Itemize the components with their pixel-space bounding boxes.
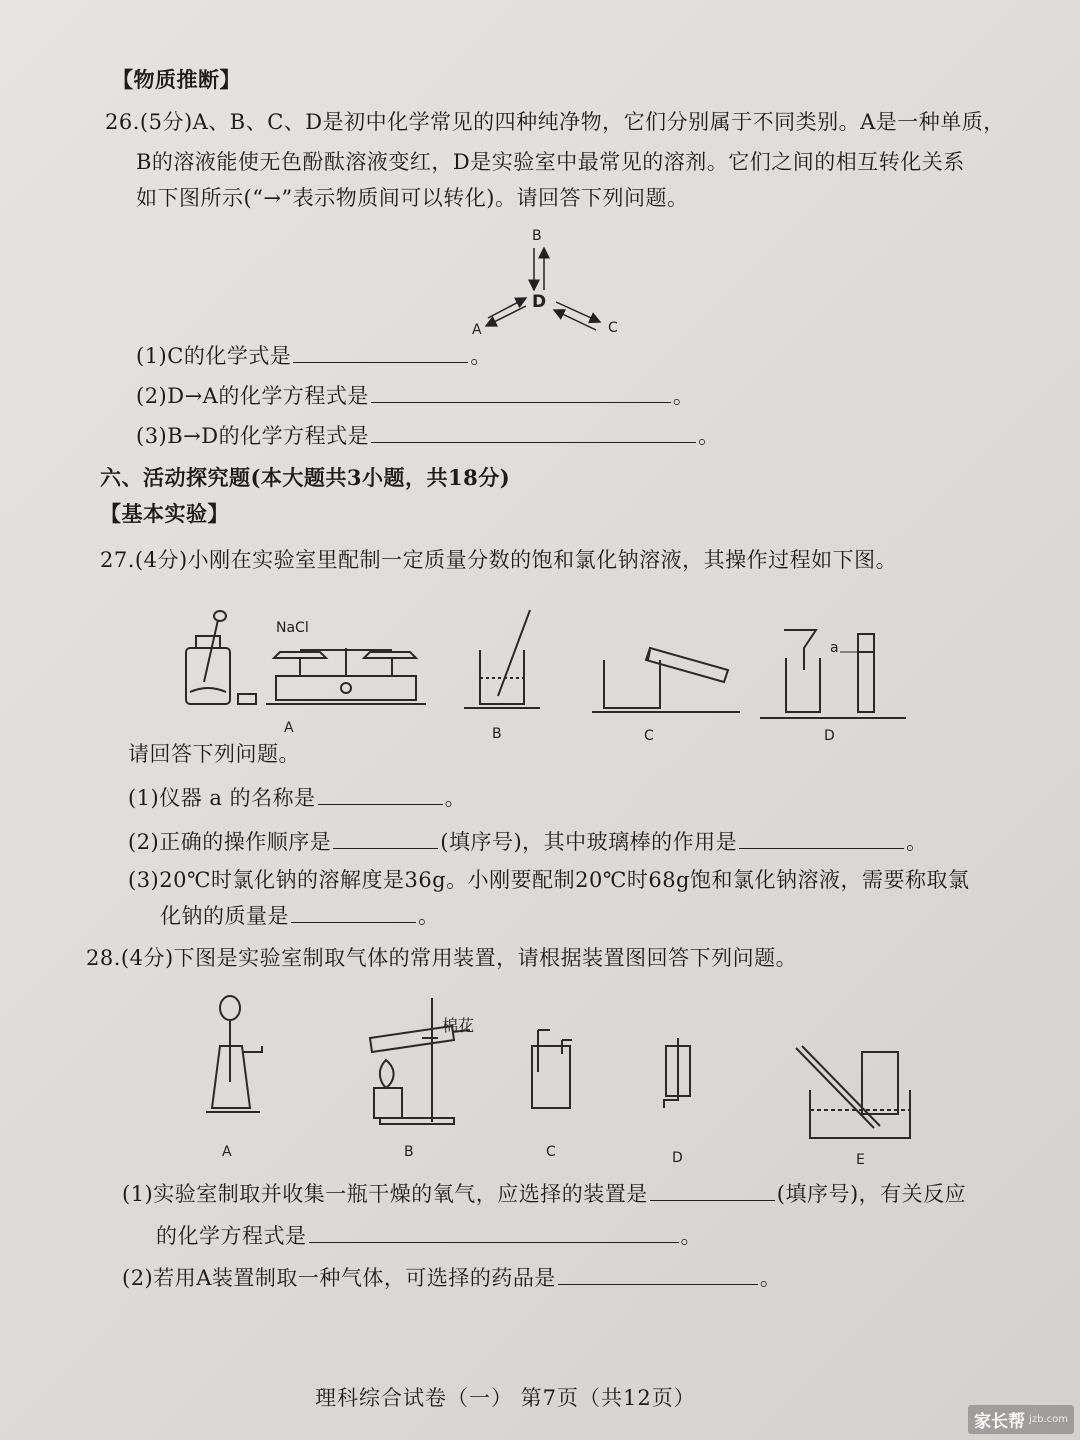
q27-fig-caption-c: C (644, 728, 654, 744)
q28-sub1b-end: 。 (680, 1224, 702, 1248)
q26-stem-line-1: 26.(5分)A、B、C、D是初中化学常见的四种纯净物，它们分别属于不同类别。A是一种单质， (105, 110, 1005, 134)
q27-fig-a-weights (238, 694, 256, 704)
q27-fig-caption-d: D (824, 728, 835, 744)
q27-sub1-text: (1)仪器 a 的名称是 (128, 786, 316, 810)
q26-sub2-text: (2)D→A的化学方程式是 (136, 384, 369, 408)
q27-sub2-mid: (填序号)，其中玻璃棒的作用是 (440, 830, 738, 854)
q27-sub1-answer-blank[interactable] (318, 782, 443, 805)
section-label-material: 【物质推断】 (112, 67, 241, 92)
q26-sub1 (136, 340, 492, 370)
node-d: D (532, 292, 547, 312)
q27-sub3-line-2 (160, 900, 440, 930)
q28-sub1-text: (1)实验室制取并收集一瓶干燥的氧气，应选择的装置是 (122, 1182, 648, 1206)
q28-fig-c-gas-bottle (532, 1030, 572, 1108)
arrow-d-to-c (556, 302, 600, 322)
q27-sub1 (128, 782, 466, 812)
q28-sub1 (122, 1178, 966, 1208)
q27-prompt: 请回答下列问题。 (128, 742, 300, 766)
arrow-c-to-d (554, 310, 596, 330)
q26-sub3-end: 。 (698, 424, 720, 448)
q27-fig-b-beaker (464, 610, 540, 708)
q27-sub2-order-blank[interactable] (333, 826, 438, 849)
q26-stem-line-2: B的溶液能使无色酚酞溶液变红，D是实验室中最常见的溶剂。它们之间的相互转化关系 (136, 150, 965, 174)
q26-sub3-answer-blank[interactable] (371, 420, 696, 443)
q28-sub2 (122, 1262, 781, 1292)
q27-fig-a-balance (266, 648, 426, 704)
q28-fig-d-downward (664, 1038, 690, 1108)
q27-stem: 27.(4分)小刚在实验室里配制一定质量分数的饱和氯化钠溶液，其操作过程如下图。 (100, 548, 898, 572)
q27-procedure-figure (180, 600, 920, 750)
q28-sub1-equation-blank[interactable] (309, 1220, 679, 1243)
q28-fig-caption-c: C (546, 1144, 556, 1160)
q28-fig-e-water-trough (796, 1046, 910, 1138)
watermark-site: jzb.com (1029, 1414, 1068, 1425)
q26-sub2 (136, 380, 694, 410)
q27-sub2-text: (2)正确的操作顺序是 (128, 830, 332, 854)
q28-fig-caption-e: E (856, 1152, 865, 1168)
q27-sub1-end: 。 (444, 786, 467, 810)
q27-fig-c-pouring (592, 648, 740, 712)
q27-fig-instrument-a-label: a (830, 640, 839, 656)
watermark-title: 家长帮 (974, 1412, 1026, 1432)
q27-fig-caption-a: A (284, 720, 294, 736)
q28-apparatus-figure (190, 990, 930, 1170)
q26-sub2-answer-blank[interactable] (371, 380, 671, 403)
watermark-logo (968, 1405, 1074, 1434)
q28-sub2-end: 。 (759, 1266, 782, 1290)
q26-sub1-answer-blank[interactable] (293, 340, 468, 363)
q27-sub3-answer-blank[interactable] (291, 900, 416, 923)
q27-fig-caption-b: B (492, 726, 502, 742)
node-c: C (608, 320, 618, 336)
page-footer: 理科综合试卷（一） 第7页（共12页） (315, 1386, 696, 1410)
q27-fig-nacl-label: NaCl (276, 620, 309, 636)
q28-apparatus-drawing (190, 990, 930, 1170)
q27-fig-a-jar (186, 611, 230, 704)
q28-fig-caption-b: B (404, 1144, 414, 1160)
q27-sub3-end: 。 (418, 904, 440, 928)
q27-sub2-end: 。 (906, 830, 928, 854)
q26-sub3 (136, 420, 720, 450)
q28-sub1-line-2 (156, 1220, 702, 1250)
q28-fig-a-flask (206, 996, 262, 1112)
q28-fig-caption-d: D (672, 1150, 683, 1166)
section-label-basic: 【基本实验】 (100, 501, 229, 526)
q27-sub3-text: 化钠的质量是 (160, 904, 289, 928)
q28-sub1-after: (填序号)，有关反应 (776, 1182, 967, 1206)
q28-fig-cotton-label: 棉花 (442, 1016, 475, 1035)
node-a: A (472, 322, 482, 338)
q28-sub2-answer-blank[interactable] (558, 1262, 758, 1285)
section-6-heading: 六、活动探究题(本大题共3小题，共18分) (100, 465, 511, 490)
q26-sub2-end: 。 (672, 384, 695, 408)
node-b: B (532, 228, 542, 244)
q28-fig-caption-a: A (222, 1144, 232, 1160)
q28-stem: 28.(4分)下图是实验室制取气体的常用装置，请根据装置图回答下列问题。 (86, 946, 798, 970)
q26-sub1-end: 。 (470, 344, 492, 368)
q26-sub3-text: (3)B→D的化学方程式是 (136, 424, 370, 448)
q26-transformation-diagram (450, 222, 650, 342)
q28-sub1b-text: 的化学方程式是 (156, 1224, 307, 1248)
q27-sub2 (128, 826, 928, 856)
q28-sub2-text: (2)若用A装置制取一种气体，可选择的药品是 (122, 1266, 556, 1290)
q26-stem-line-3: 如下图所示(“→”表示物质间可以转化)。请回答下列问题。 (136, 186, 689, 210)
q28-sub1-device-blank[interactable] (650, 1178, 775, 1201)
q27-sub2-rod-role-blank[interactable] (739, 826, 904, 849)
q26-sub1-text: (1)C的化学式是 (136, 344, 292, 368)
q27-sub3-line-1: (3)20℃时氯化钠的溶解度是36g。小刚要配制20℃时68g饱和氯化钠溶液，需要称取氯 (128, 868, 970, 892)
